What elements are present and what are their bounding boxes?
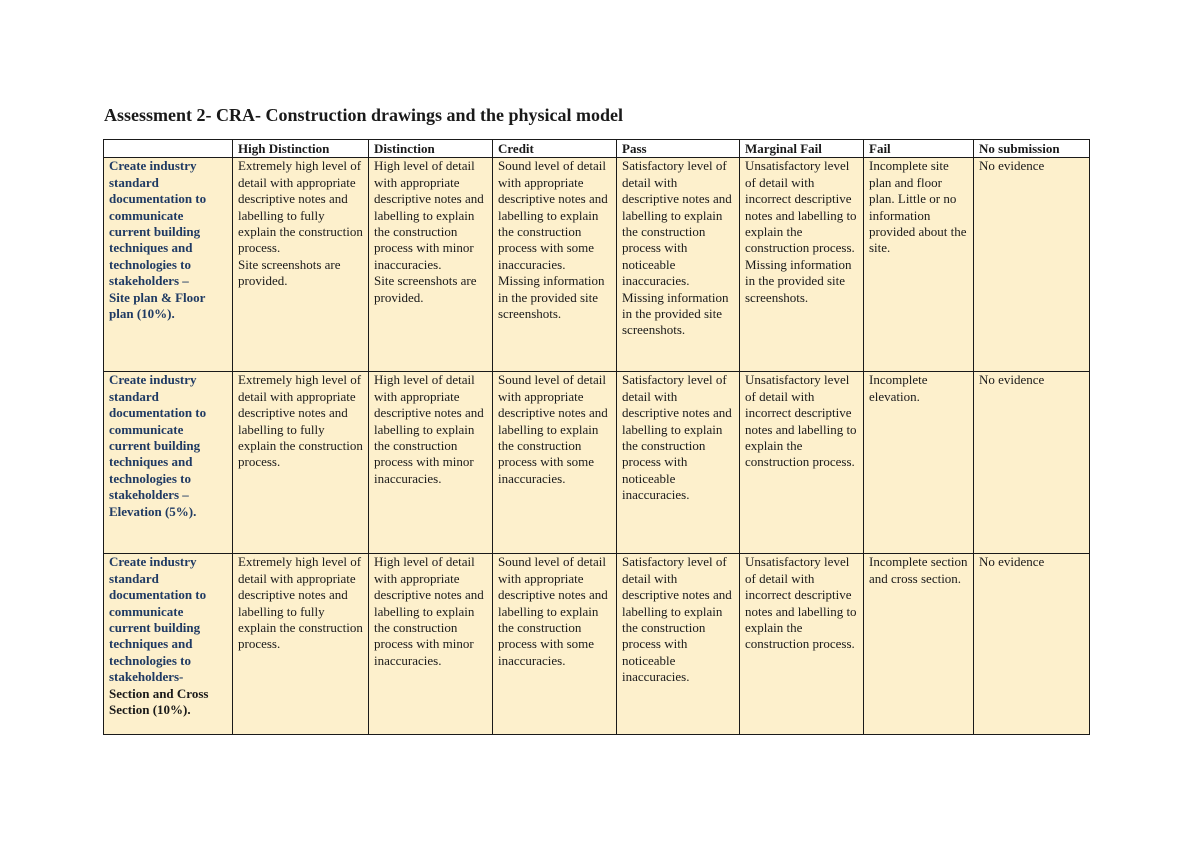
header-distinction: Distinction (369, 140, 493, 158)
cell-distinction (369, 554, 493, 735)
cell-credit (493, 554, 617, 735)
cell-marginal-fail (740, 554, 864, 735)
cell-text: No evidence (979, 158, 1045, 174)
cell-high-distinction (233, 372, 369, 554)
criterion-subtext: Section and Cross Section (10%). (109, 685, 209, 718)
cell-pass (617, 554, 740, 735)
header-criterion (104, 140, 233, 158)
cell-text: High level of detail with appropriate descriptive notes and labelling to explain the construction process with minor inaccuracies. (374, 554, 484, 668)
header-no-submission: No submission (974, 140, 1090, 158)
cell-text: Incomplete site plan and floor plan. Little or no information provided about the site. (869, 158, 967, 256)
cell-fail (864, 372, 974, 554)
header-row (104, 140, 1090, 158)
cell-fail (864, 554, 974, 735)
cell-no-submission (974, 372, 1090, 554)
cell-distinction (369, 158, 493, 372)
rubric-row-site-plan (104, 158, 1090, 372)
cell-no-submission (974, 158, 1090, 372)
criterion-cell (104, 372, 233, 554)
cell-text: Incomplete section and cross section. (869, 554, 968, 586)
cell-marginal-fail (740, 158, 864, 372)
header-high-distinction: High Distinction (233, 140, 369, 158)
cell-text: Satisfactory level of detail with descriptive notes and labelling to explain the construction process with noticeable inaccuracies. (622, 372, 732, 503)
cell-text: Sound level of detail with appropriate descriptive notes and labelling to explain the construction process with some inaccuracies. Missing information in the provided site screenshots. (498, 158, 608, 322)
cell-high-distinction (233, 158, 369, 372)
header-marginal-fail: Marginal Fail (740, 140, 864, 158)
cell-text: Unsatisfactory level of detail with incorrect descriptive notes and labelling to explain the construction process. (745, 554, 857, 652)
cell-distinction (369, 372, 493, 554)
cell-text: High level of detail with appropriate descriptive notes and labelling to explain the construction process with minor inaccuracies. Site screenshots are provided. (374, 158, 484, 305)
cell-pass (617, 372, 740, 554)
cell-marginal-fail (740, 372, 864, 554)
criterion-text: Create industry standard documentation to communicate current building techniques and technologies to stakeholders- (109, 554, 207, 685)
cell-credit (493, 372, 617, 554)
criterion-cell (104, 554, 233, 735)
cell-text: Extremely high level of detail with appropriate descriptive notes and labelling to fully explain the construction process. Site screenshots are provided. (238, 158, 363, 289)
rubric-row-elevation (104, 372, 1090, 554)
cell-text: Unsatisfactory level of detail with incorrect descriptive notes and labelling to explain the construction process. (745, 372, 857, 470)
cell-text: Extremely high level of detail with appropriate descriptive notes and labelling to fully explain the construction process. (238, 372, 363, 470)
header-fail: Fail (864, 140, 974, 158)
cell-text: Satisfactory level of detail with descriptive notes and labelling to explain the construction process with noticeable inaccuracies. (622, 554, 732, 685)
cell-credit (493, 158, 617, 372)
criterion-text: Create industry standard documentation to communicate current building techniques and technologies to stakeholders – Site plan & Floor plan (10%). (109, 158, 207, 322)
page-title: Assessment 2- CRA- Construction drawings and the physical model (104, 105, 624, 125)
cell-text: Unsatisfactory level of detail with incorrect descriptive notes and labelling to explain the construction process. Missing information in the provided site screenshots. (745, 158, 857, 305)
criterion-cell (104, 158, 233, 372)
cell-fail (864, 158, 974, 372)
cell-pass (617, 158, 740, 372)
cell-text: High level of detail with appropriate descriptive notes and labelling to explain the construction process with minor inaccuracies. (374, 372, 484, 486)
cell-text: No evidence (979, 372, 1045, 388)
header-credit: Credit (493, 140, 617, 158)
cell-text: Extremely high level of detail with appropriate descriptive notes and labelling to fully explain the construction process. (238, 554, 363, 652)
cell-text: No evidence (979, 554, 1045, 570)
rubric-table (103, 139, 1090, 735)
cell-no-submission (974, 554, 1090, 735)
cell-high-distinction (233, 554, 369, 735)
header-pass: Pass (617, 140, 740, 158)
cell-text: Incomplete elevation. (869, 372, 928, 404)
criterion-text: Create industry standard documentation to communicate current building techniques and technologies to stakeholders – Elevation (5%). (109, 372, 207, 519)
cell-text: Sound level of detail with appropriate descriptive notes and labelling to explain the construction process with some inaccuracies. (498, 554, 608, 668)
rubric-row-section (104, 554, 1090, 735)
cell-text: Satisfactory level of detail with descriptive notes and labelling to explain the construction process with noticeable inaccuracies. Missing information in the provided site screenshots. (622, 158, 732, 338)
cell-text: Sound level of detail with appropriate descriptive notes and labelling to explain the construction process with some inaccuracies. (498, 372, 608, 486)
